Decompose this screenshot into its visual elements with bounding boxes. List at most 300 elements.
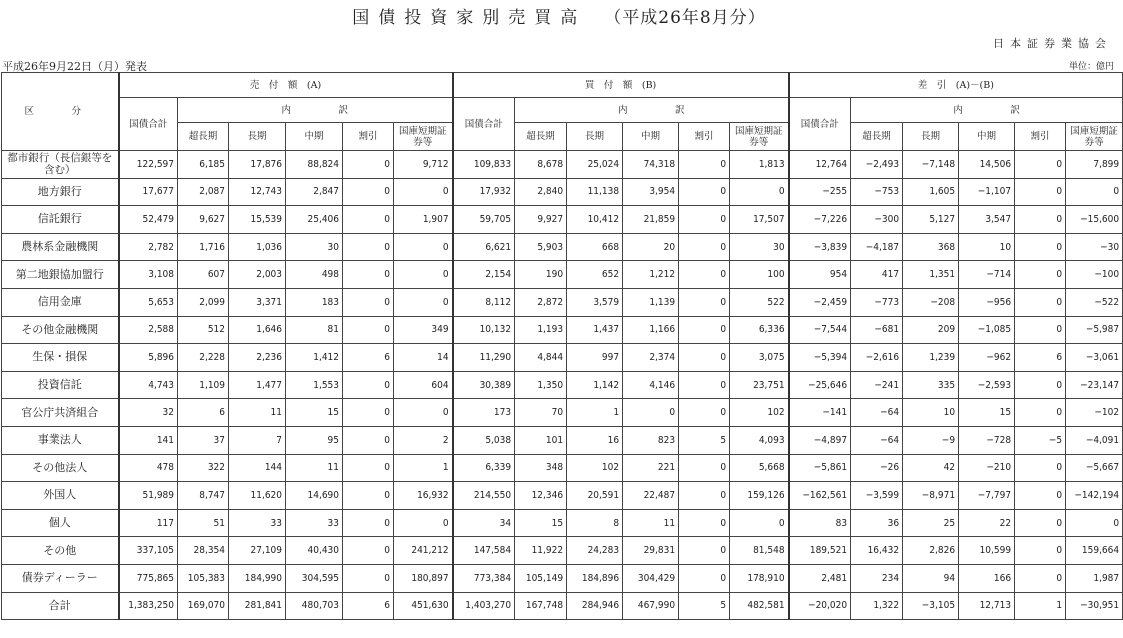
sell-value-cell: 6 xyxy=(343,344,394,372)
sell-value-cell: 1,036 xyxy=(229,233,286,261)
buy-value-cell: 1,212 xyxy=(623,261,679,289)
diff-value-cell: 0 xyxy=(1015,288,1066,316)
sell-value-cell: 2,087 xyxy=(178,178,229,206)
sell-value-cell: 51 xyxy=(178,509,229,537)
diff-value-cell: 368 xyxy=(903,233,959,261)
diff-value-cell: −100 xyxy=(1066,261,1123,289)
diff-value-cell: −5 xyxy=(1015,426,1066,454)
sell-value-cell: 5,896 xyxy=(119,344,178,372)
diff-value-cell: 22 xyxy=(959,509,1015,537)
title-main: 国債投資家別売買高 xyxy=(352,8,587,28)
buy-value-cell: 0 xyxy=(679,509,730,537)
diff-value-cell: −773 xyxy=(851,288,903,316)
diff-subcol-header: 国庫短期証券等 xyxy=(1066,123,1123,151)
buy-subcol-header: 長期 xyxy=(567,123,623,151)
diff-value-cell: −7,226 xyxy=(789,206,851,234)
sell-value-cell: 117 xyxy=(119,509,178,537)
sell-value-cell: 0 xyxy=(343,509,394,537)
diff-value-cell: −3,839 xyxy=(789,233,851,261)
buy-subcol-header: 超長期 xyxy=(515,123,567,151)
buy-value-cell: 5 xyxy=(679,426,730,454)
diff-value-cell: −4,897 xyxy=(789,426,851,454)
diff-value-cell: 0 xyxy=(1015,371,1066,399)
diff-value-cell: −30 xyxy=(1066,233,1123,261)
diff-breakdown-header: 内 訳 xyxy=(851,98,1123,123)
buy-value-cell: 6,336 xyxy=(730,316,789,344)
buy-value-cell: 102 xyxy=(730,399,789,427)
buy-total-header: 国債合計 xyxy=(453,98,515,151)
diff-value-cell: −522 xyxy=(1066,288,1123,316)
buy-value-cell: 1,350 xyxy=(515,371,567,399)
diff-value-cell: 12,764 xyxy=(789,151,851,179)
row-label: 都市銀行（長信銀等を含む） xyxy=(2,151,119,179)
buy-value-cell: 81,548 xyxy=(730,537,789,565)
table-row xyxy=(2,509,1123,537)
sell-value-cell: 281,841 xyxy=(229,592,286,620)
buy-value-cell: 0 xyxy=(679,344,730,372)
sell-value-cell: 88,824 xyxy=(286,151,343,179)
diff-value-cell: 0 xyxy=(1015,233,1066,261)
diff-subcol-header: 中期 xyxy=(959,123,1015,151)
diff-value-cell: 3,547 xyxy=(959,206,1015,234)
table-row xyxy=(2,344,1123,372)
diff-value-cell: −5,667 xyxy=(1066,454,1123,482)
diff-value-cell: −1,107 xyxy=(959,178,1015,206)
sell-subcol-header: 国庫短期証券等 xyxy=(394,123,453,151)
diff-value-cell: −162,561 xyxy=(789,482,851,510)
sell-value-cell: 37 xyxy=(178,426,229,454)
diff-value-cell: −728 xyxy=(959,426,1015,454)
sell-value-cell: 14,690 xyxy=(286,482,343,510)
diff-value-cell: 159,664 xyxy=(1066,537,1123,565)
sell-value-cell: 28,354 xyxy=(178,537,229,565)
diff-value-cell: 417 xyxy=(851,261,903,289)
diff-subcol-header: 超長期 xyxy=(851,123,903,151)
diff-value-cell: 14,506 xyxy=(959,151,1015,179)
diff-value-cell: 0 xyxy=(1015,316,1066,344)
buy-value-cell: 4,093 xyxy=(730,426,789,454)
buy-value-cell: 190 xyxy=(515,261,567,289)
buy-value-cell: 0 xyxy=(679,454,730,482)
row-label: 官公庁共済組合 xyxy=(2,399,119,427)
sell-value-cell: 0 xyxy=(394,288,453,316)
diff-value-cell: −956 xyxy=(959,288,1015,316)
diff-value-cell: 10 xyxy=(903,399,959,427)
diff-value-cell: −241 xyxy=(851,371,903,399)
sell-amount-header: 売 付 額 (A) xyxy=(119,73,453,98)
diff-value-cell: 2,481 xyxy=(789,564,851,592)
buy-value-cell: 109,833 xyxy=(453,151,515,179)
buy-value-cell: 0 xyxy=(679,482,730,510)
buy-value-cell: 0 xyxy=(679,206,730,234)
sell-value-cell: 480,703 xyxy=(286,592,343,620)
buy-value-cell: 2,872 xyxy=(515,288,567,316)
sell-value-cell: 0 xyxy=(343,371,394,399)
buy-value-cell: 0 xyxy=(679,316,730,344)
diff-value-cell: −9 xyxy=(903,426,959,454)
sell-value-cell: 3,371 xyxy=(229,288,286,316)
sell-value-cell: 11,620 xyxy=(229,482,286,510)
sell-value-cell: 0 xyxy=(343,454,394,482)
buy-value-cell: 173 xyxy=(453,399,515,427)
diff-value-cell: 189,521 xyxy=(789,537,851,565)
diff-total-header: 国債合計 xyxy=(789,98,851,151)
buy-value-cell: 2,154 xyxy=(453,261,515,289)
diff-value-cell: 2,826 xyxy=(903,537,959,565)
buy-value-cell: 3,579 xyxy=(567,288,623,316)
table-row xyxy=(2,426,1123,454)
publish-date: 平成26年9月22日（月）発表 xyxy=(2,60,147,73)
buy-value-cell: 8,678 xyxy=(515,151,567,179)
buy-subcol-header: 国庫短期証券等 xyxy=(730,123,789,151)
diff-value-cell: −208 xyxy=(903,288,959,316)
sell-value-cell: 0 xyxy=(343,151,394,179)
table-row xyxy=(2,482,1123,510)
buy-value-cell: 24,283 xyxy=(567,537,623,565)
sell-value-cell: 11 xyxy=(286,454,343,482)
table-header xyxy=(2,73,1123,151)
buy-value-cell: 2,840 xyxy=(515,178,567,206)
sell-value-cell: 337,105 xyxy=(119,537,178,565)
diff-value-cell: 209 xyxy=(903,316,959,344)
diff-value-cell: −300 xyxy=(851,206,903,234)
buy-value-cell: 1,193 xyxy=(515,316,567,344)
buy-value-cell: 1,139 xyxy=(623,288,679,316)
buy-value-cell: 1,142 xyxy=(567,371,623,399)
sell-value-cell: 0 xyxy=(394,261,453,289)
buy-value-cell: 214,550 xyxy=(453,482,515,510)
sell-value-cell: 16,932 xyxy=(394,482,453,510)
buy-value-cell: 9,927 xyxy=(515,206,567,234)
buy-value-cell: 1 xyxy=(567,399,623,427)
sell-value-cell: 25,406 xyxy=(286,206,343,234)
buy-value-cell: 221 xyxy=(623,454,679,482)
buy-value-cell: 102 xyxy=(567,454,623,482)
diff-value-cell: −20,020 xyxy=(789,592,851,620)
table-row xyxy=(2,371,1123,399)
row-label: その他 xyxy=(2,537,119,565)
sell-value-cell: 11 xyxy=(229,399,286,427)
buy-value-cell: 0 xyxy=(679,537,730,565)
diff-value-cell: 1,605 xyxy=(903,178,959,206)
sell-value-cell: 169,070 xyxy=(178,592,229,620)
buy-value-cell: 482,581 xyxy=(730,592,789,620)
buy-value-cell: 0 xyxy=(679,288,730,316)
sell-value-cell: 0 xyxy=(394,178,453,206)
buy-value-cell: 8 xyxy=(567,509,623,537)
diff-value-cell: −714 xyxy=(959,261,1015,289)
sell-value-cell: 30 xyxy=(286,233,343,261)
row-label: 第二地銀協加盟行 xyxy=(2,261,119,289)
sell-breakdown-header: 内 訳 xyxy=(178,98,453,123)
buy-value-cell: 100 xyxy=(730,261,789,289)
sell-value-cell: 141 xyxy=(119,426,178,454)
diff-value-cell: −1,085 xyxy=(959,316,1015,344)
diff-value-cell: 954 xyxy=(789,261,851,289)
diff-value-cell: −2,616 xyxy=(851,344,903,372)
document-title xyxy=(0,3,1118,28)
diff-value-cell: 7,899 xyxy=(1066,151,1123,179)
buy-value-cell: 3,954 xyxy=(623,178,679,206)
buy-value-cell: 15 xyxy=(515,509,567,537)
diff-value-cell: 0 xyxy=(1015,399,1066,427)
buy-value-cell: 21,859 xyxy=(623,206,679,234)
row-label: 債券ディーラー xyxy=(2,564,119,592)
sell-value-cell: 775,865 xyxy=(119,564,178,592)
buy-value-cell: 1,166 xyxy=(623,316,679,344)
sell-value-cell: 4,743 xyxy=(119,371,178,399)
buy-value-cell: 17,507 xyxy=(730,206,789,234)
sell-value-cell: 0 xyxy=(343,261,394,289)
sell-value-cell: 1,553 xyxy=(286,371,343,399)
sell-value-cell: 105,383 xyxy=(178,564,229,592)
diff-value-cell: −255 xyxy=(789,178,851,206)
sell-value-cell: 0 xyxy=(394,509,453,537)
diff-value-cell: 94 xyxy=(903,564,959,592)
buy-value-cell: 652 xyxy=(567,261,623,289)
diff-value-cell: −102 xyxy=(1066,399,1123,427)
diff-value-cell: −7,544 xyxy=(789,316,851,344)
buy-value-cell: 0 xyxy=(730,178,789,206)
row-label: 外国人 xyxy=(2,482,119,510)
sell-value-cell: 0 xyxy=(343,206,394,234)
sell-value-cell: 0 xyxy=(343,233,394,261)
sell-value-cell: 33 xyxy=(286,509,343,537)
buy-value-cell: 284,946 xyxy=(567,592,623,620)
buy-value-cell: 4,146 xyxy=(623,371,679,399)
table-row xyxy=(2,233,1123,261)
diff-value-cell: −3,105 xyxy=(903,592,959,620)
diff-value-cell: 234 xyxy=(851,564,903,592)
buy-value-cell: 105,149 xyxy=(515,564,567,592)
buy-breakdown-header: 内 訳 xyxy=(515,98,789,123)
diff-value-cell: −2,493 xyxy=(851,151,903,179)
buy-value-cell: 668 xyxy=(567,233,623,261)
diff-value-cell: 335 xyxy=(903,371,959,399)
diff-value-cell: 25 xyxy=(903,509,959,537)
buy-value-cell: 74,318 xyxy=(623,151,679,179)
diff-value-cell: −7,148 xyxy=(903,151,959,179)
diff-value-cell: 0 xyxy=(1015,454,1066,482)
buy-value-cell: 467,990 xyxy=(623,592,679,620)
buy-value-cell: 34 xyxy=(453,509,515,537)
table-row xyxy=(2,151,1123,179)
buy-value-cell: 823 xyxy=(623,426,679,454)
unit-label: 単位：億円 xyxy=(1068,62,1114,72)
buy-value-cell: 6,621 xyxy=(453,233,515,261)
sell-value-cell: 498 xyxy=(286,261,343,289)
sell-value-cell: 2,236 xyxy=(229,344,286,372)
diff-value-cell: −5,394 xyxy=(789,344,851,372)
sell-value-cell: 0 xyxy=(394,399,453,427)
sell-value-cell: 1,646 xyxy=(229,316,286,344)
buy-value-cell: 70 xyxy=(515,399,567,427)
buy-value-cell: 4,844 xyxy=(515,344,567,372)
table-row xyxy=(2,564,1123,592)
sell-value-cell: 0 xyxy=(343,178,394,206)
buy-value-cell: 6,339 xyxy=(453,454,515,482)
sell-value-cell: 0 xyxy=(394,233,453,261)
buy-value-cell: 5,668 xyxy=(730,454,789,482)
sell-value-cell: 6 xyxy=(178,399,229,427)
diff-value-cell: −3,061 xyxy=(1066,344,1123,372)
buy-value-cell: 167,748 xyxy=(515,592,567,620)
sell-total-header: 国債合計 xyxy=(119,98,178,151)
buy-value-cell: 11,138 xyxy=(567,178,623,206)
row-label: 地方銀行 xyxy=(2,178,119,206)
row-label: 生保・損保 xyxy=(2,344,119,372)
diff-value-cell: −30,951 xyxy=(1066,592,1123,620)
buy-value-cell: 23,751 xyxy=(730,371,789,399)
sell-value-cell: 17,876 xyxy=(229,151,286,179)
buy-value-cell: 20,591 xyxy=(567,482,623,510)
buy-value-cell: 10,132 xyxy=(453,316,515,344)
buy-value-cell: 0 xyxy=(679,261,730,289)
sell-value-cell: 1 xyxy=(394,454,453,482)
buy-value-cell: 30 xyxy=(730,233,789,261)
diff-value-cell: −2,593 xyxy=(959,371,1015,399)
diff-value-cell: −25,646 xyxy=(789,371,851,399)
buy-value-cell: 0 xyxy=(679,564,730,592)
row-label: 信用金庫 xyxy=(2,288,119,316)
sell-value-cell: 0 xyxy=(343,399,394,427)
sell-value-cell: 1,383,250 xyxy=(119,592,178,620)
diff-value-cell: 0 xyxy=(1015,482,1066,510)
diff-value-cell: −4,091 xyxy=(1066,426,1123,454)
sell-value-cell: 27,109 xyxy=(229,537,286,565)
diff-value-cell: 0 xyxy=(1015,206,1066,234)
buy-value-cell: 10,412 xyxy=(567,206,623,234)
diff-value-cell: 0 xyxy=(1066,178,1123,206)
row-label: 投資信託 xyxy=(2,371,119,399)
diff-value-cell: −23,147 xyxy=(1066,371,1123,399)
diff-value-cell: 0 xyxy=(1015,261,1066,289)
buy-value-cell: 22,487 xyxy=(623,482,679,510)
buy-subcol-header: 割引 xyxy=(679,123,730,151)
sell-value-cell: 1,412 xyxy=(286,344,343,372)
diff-value-cell: −5,987 xyxy=(1066,316,1123,344)
buy-value-cell: 1,403,270 xyxy=(453,592,515,620)
diff-value-cell: 6 xyxy=(1015,344,1066,372)
title-period: （平成26年8月分） xyxy=(604,8,766,28)
diff-value-cell: −210 xyxy=(959,454,1015,482)
diff-value-cell: 166 xyxy=(959,564,1015,592)
buy-value-cell: 1,813 xyxy=(730,151,789,179)
sell-value-cell: 0 xyxy=(343,482,394,510)
sell-value-cell: 2,782 xyxy=(119,233,178,261)
sell-value-cell: 604 xyxy=(394,371,453,399)
diff-subcol-header: 長期 xyxy=(903,123,959,151)
table-row xyxy=(2,537,1123,565)
difference-header: 差 引 (A)－(B) xyxy=(789,73,1123,98)
diff-value-cell: 5,127 xyxy=(903,206,959,234)
sell-value-cell: 512 xyxy=(178,316,229,344)
row-label: 個人 xyxy=(2,509,119,537)
buy-amount-header: 買 付 額 (B) xyxy=(453,73,789,98)
buy-value-cell: 0 xyxy=(679,399,730,427)
sell-value-cell: 2,099 xyxy=(178,288,229,316)
sell-value-cell: 9,627 xyxy=(178,206,229,234)
sell-value-cell: 1,109 xyxy=(178,371,229,399)
buy-value-cell: 184,896 xyxy=(567,564,623,592)
sell-value-cell: 0 xyxy=(343,316,394,344)
sell-value-cell: 3,108 xyxy=(119,261,178,289)
sell-value-cell: 40,430 xyxy=(286,537,343,565)
buy-value-cell: 304,429 xyxy=(623,564,679,592)
sell-value-cell: 14 xyxy=(394,344,453,372)
table-row xyxy=(2,316,1123,344)
sell-value-cell: 2,847 xyxy=(286,178,343,206)
sell-value-cell: 2 xyxy=(394,426,453,454)
sell-value-cell: 15,539 xyxy=(229,206,286,234)
organization-name: 日本証券業協会 xyxy=(993,37,1112,50)
buy-value-cell: 101 xyxy=(515,426,567,454)
diff-value-cell: −7,797 xyxy=(959,482,1015,510)
sell-value-cell: 0 xyxy=(343,537,394,565)
buy-value-cell: 11,922 xyxy=(515,537,567,565)
sell-value-cell: 183 xyxy=(286,288,343,316)
sell-value-cell: 0 xyxy=(343,426,394,454)
diff-value-cell: 0 xyxy=(1015,564,1066,592)
sell-value-cell: 2,003 xyxy=(229,261,286,289)
diff-value-cell: −753 xyxy=(851,178,903,206)
buy-value-cell: 348 xyxy=(515,454,567,482)
buy-value-cell: 0 xyxy=(679,371,730,399)
table-row xyxy=(2,288,1123,316)
diff-value-cell: −2,459 xyxy=(789,288,851,316)
sell-value-cell: 0 xyxy=(343,288,394,316)
sell-subcol-header: 超長期 xyxy=(178,123,229,151)
sell-value-cell: 52,479 xyxy=(119,206,178,234)
diff-value-cell: 1,351 xyxy=(903,261,959,289)
diff-value-cell: 36 xyxy=(851,509,903,537)
sell-value-cell: 2,588 xyxy=(119,316,178,344)
sell-value-cell: 33 xyxy=(229,509,286,537)
buy-value-cell: 522 xyxy=(730,288,789,316)
buy-value-cell: 0 xyxy=(679,233,730,261)
diff-value-cell: 15 xyxy=(959,399,1015,427)
diff-value-cell: 42 xyxy=(903,454,959,482)
buy-value-cell: 0 xyxy=(730,509,789,537)
buy-value-cell: 3,075 xyxy=(730,344,789,372)
sell-value-cell: 81 xyxy=(286,316,343,344)
buy-value-cell: 5 xyxy=(679,592,730,620)
row-label: 信託銀行 xyxy=(2,206,119,234)
sell-value-cell: 6 xyxy=(343,592,394,620)
diff-value-cell: 83 xyxy=(789,509,851,537)
buy-value-cell: 997 xyxy=(567,344,623,372)
sell-value-cell: 17,677 xyxy=(119,178,178,206)
buy-value-cell: 25,024 xyxy=(567,151,623,179)
table-row xyxy=(2,178,1123,206)
diff-value-cell: 10 xyxy=(959,233,1015,261)
category-header: 区 分 xyxy=(2,73,119,151)
diff-value-cell: −4,187 xyxy=(851,233,903,261)
sell-value-cell: 184,990 xyxy=(229,564,286,592)
row-label: 事業法人 xyxy=(2,426,119,454)
buy-value-cell: 30,389 xyxy=(453,371,515,399)
table-row xyxy=(2,454,1123,482)
sell-value-cell: 2,228 xyxy=(178,344,229,372)
table-row xyxy=(2,206,1123,234)
sell-value-cell: 349 xyxy=(394,316,453,344)
sell-value-cell: 1,477 xyxy=(229,371,286,399)
diff-value-cell: 0 xyxy=(1015,151,1066,179)
diff-value-cell: −64 xyxy=(851,399,903,427)
table-body xyxy=(2,151,1123,620)
sell-value-cell: 451,630 xyxy=(394,592,453,620)
diff-value-cell: 1,239 xyxy=(903,344,959,372)
